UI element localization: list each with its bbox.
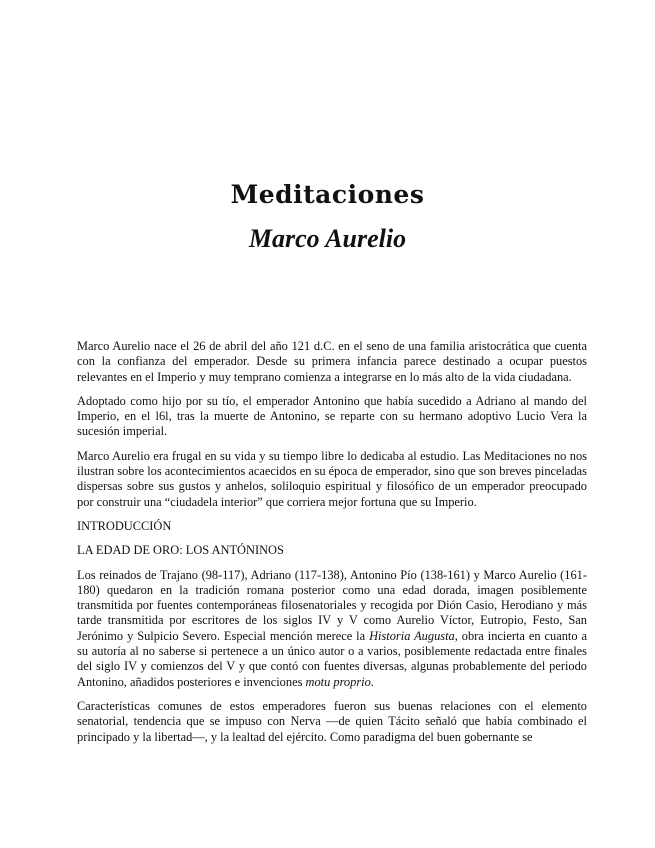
- paragraph-birth: Marco Aurelio nace el 26 de abril del año 121 d.C. en el seno de una familia aristocrática que cuenta con la confianza del emperador. Desde su primera infancia parece destinado a ocupar puestos relevantes en el Imperio y muy temprano comienza a integrarse en lo más alto de la vida ciudadana.: [77, 339, 587, 384]
- document-author: Marco Aurelio: [248, 224, 407, 253]
- paragraph-reinados: [77, 568, 587, 690]
- italic-motu-proprio: motu proprio: [305, 674, 371, 689]
- paragraph-meditations: Marco Aurelio era frugal en su vida y su tiempo libre lo dedicaba al estudio. Las Meditaciones no nos ilustran sobre los acontecimientos acaecidos en su época de emperador, sino que son breves pinceladas dispersas sobre sus gustos y anhelos, soliloquio espiritual y filosófico de un emperador preocupado por construir una “ciudadela interior” que corriera mejor fortuna que su Imperio.: [77, 448, 587, 509]
- paragraph-reinados-text-3: .: [370, 674, 374, 689]
- italic-historia-augusta: Historia Augusta: [369, 628, 455, 643]
- paragraph-adoption: Adoptado como hijo por su tío, el emperador Antonino que había sucedido a Adriano al mando del Imperio, en el l6l, tras la muerte de Antonino, se reparte con su hermano adoptivo Lucio Vera la sucesión imperial.: [77, 393, 587, 439]
- heading-introduccion: INTRODUCCIÓN: [77, 518, 172, 533]
- paragraph-reinados-text-1: Los reinados de Trajano (98-117), Adriano (117-138), Antonino Pío (138-161) y Marco Aurelio (161-180) quedaron en la tradición romana posterior como una edad dorada, imagen posiblemente transmitida por fuentes contemporáneas filosenatoriales y recogida por Dión Casio, Herodiano y más tarde transmitida por escritores de los siglos IV y V como Aurelio Víctor, Eutropio, Festo, San Jerónimo y Sulpicio Severo. Especial mención merece la: [77, 567, 587, 643]
- document-body: [77, 339, 587, 754]
- paragraph-reinados-text-2: , obra incierta en cuanto a su autoría al no saberse si pertenece a un único autor o a varios, posiblemente redactada entre finales del siglo IV y comienzos del V y que contó con fuentes diversas, algunas probablemente del periodo Antonino, añadidos posteriores e invenciones: [77, 628, 587, 689]
- paragraph-caracteristicas: Características comunes de estos emperadores fueron sus buenas relaciones con el elemento senatorial, tendencia que se impuso con Nerva —de quien Tácito señaló que había combinado el principado y la libertad—, y la lealtad del ejército. Como paradigma del buen gobernante se: [77, 698, 587, 744]
- document-title: Meditaciones: [230, 180, 425, 209]
- heading-edad-de-oro: LA EDAD DE ORO: LOS ANTÓNINOS: [77, 543, 284, 558]
